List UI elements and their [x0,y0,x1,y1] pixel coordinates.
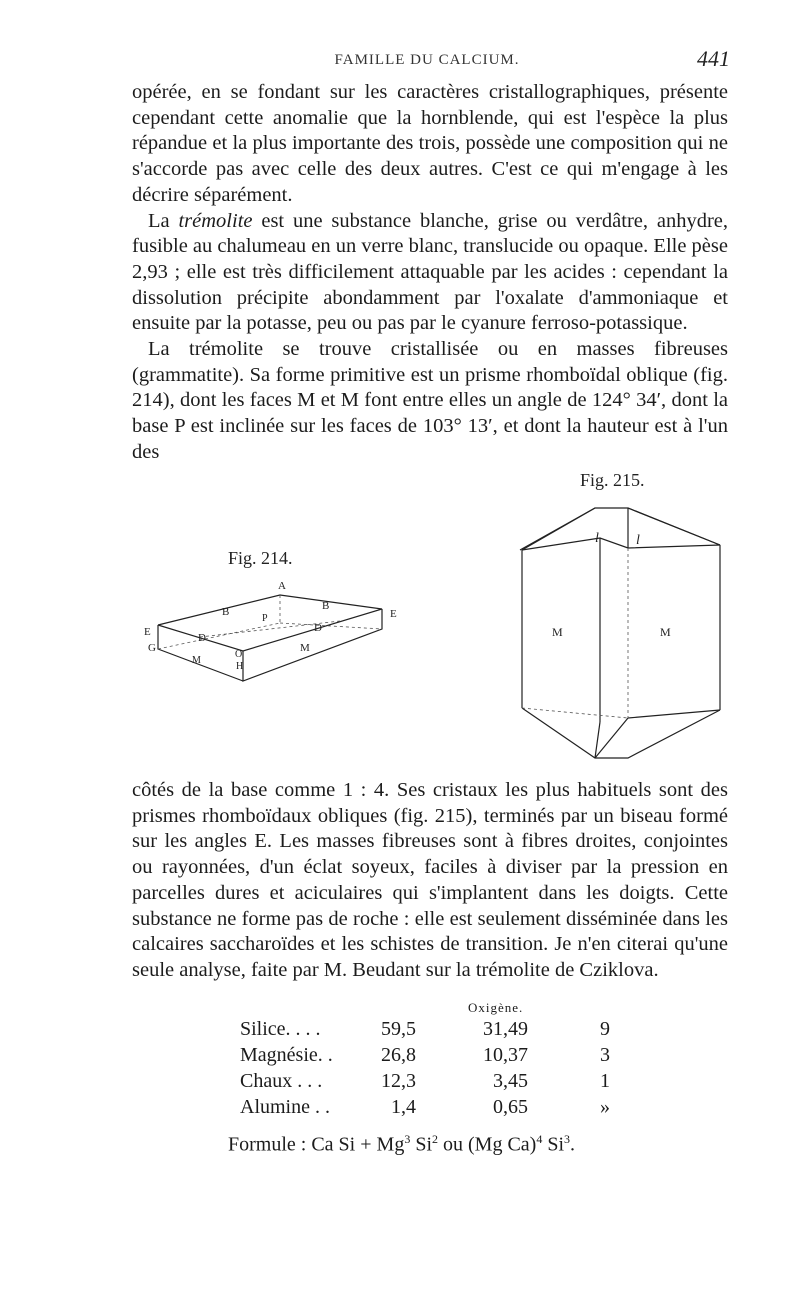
component-name: Alumine . . [240,1096,330,1118]
running-head [132,46,730,76]
formula-end: . [570,1133,576,1156]
fig-215-diagram [510,500,730,772]
running-title: FAMILLE DU CALCIUM. [334,52,520,68]
formula-term-2-si: Si [415,1133,433,1156]
formula-term-2-si-exp: 2 [432,1132,439,1146]
paragraph-3: La trémolite se trouve cristallisée ou en masses fibreuses (grammatite). Sa forme primitive est un prisme rhomboïdal oblique (fig. 214), dont les faces M et M font entre elles un angle de 124° 34′, dont la base P est inclinée sur les faces de 103° 13′, et dont la hauteur est à l'un des [132,338,728,463]
fig214-letter-H: H [236,661,244,672]
paragraph-2 [132,209,728,338]
component-name: Chaux . . . [240,1070,323,1092]
table-row [240,1018,640,1043]
paragraph-4: côtés de la base comme 1 : 4. Ses cristaux les plus habituels sont des prismes rhomboïdaux obliques (fig. 215), terminés par un biseau formé sur les angles E. Les masses fibreuses sont à fibres droites, conjointes ou rayonnées, d'un éclat soyeux, faciles à diviser par la pression en parcelles dures et aciculaires qui s'implantent dans les doigts. Cette substance ne forme pas de roche : elle est seulement disséminée dans les calcaires saccharoïdes et les schistes de transition. Je n'en citerai qu'une seule analyse, faite par M. Beudant sur la trémolite de Cziklova. [132,779,728,981]
fig-214-diagram [140,575,410,695]
component-name: Silice. . . . [240,1018,321,1040]
ratio-value: 3 [600,1044,610,1066]
oxygen-value: 10,37 [483,1044,528,1066]
page-number: 441 [697,46,730,71]
chemical-formula [228,1132,708,1157]
composition-value: 26,8 [381,1044,416,1066]
formula-term-3-base: (Mg Ca) [468,1133,537,1156]
fig214-letter-M2: M [300,642,310,654]
oxygen-value: 31,49 [483,1018,528,1040]
continuation-text [132,778,728,984]
component-name: Magnésie. . [240,1044,333,1066]
term-tremolite: trémolite [178,209,253,232]
oxygen-column-header: Oxigène. [468,1000,524,1015]
fig214-letter-O: O [235,649,243,660]
fig214-letter-B1: B [222,606,230,618]
formula-prefix: Formule : [228,1133,307,1156]
formula-ou: ou [443,1133,464,1156]
fig215-letter-l1: l [595,531,599,546]
formula-term-3-si: Si [547,1133,565,1156]
formula-term-2-exp: 3 [404,1132,411,1146]
formula-term-3-exp: 4 [536,1132,543,1146]
fig214-letter-D1: D [198,632,206,644]
analysis-table [240,1000,640,1120]
paragraph-1: opérée, en se fondant sur les caractères cristallographiques, présente cependant cette anomalie que la hornblende, qui est l'espèce la plus répandue et la plus importante des trois, possède une composition qui ne s'accorde pas avec celle des deux autres. C'est ce qui m'engage à les décrire séparément. [132,81,728,206]
fig-214-label: Fig. 214. [228,548,293,568]
formula-term-2-base: Mg [376,1133,405,1156]
fig214-letter-M1: M [192,655,201,666]
fig214-letter-E-left: E [144,626,151,638]
fig214-letter-D2: D [314,622,322,634]
para2-post: est une substance blanche, grise ou verdâtre, anhydre, fusible au chalumeau en un verre blanc, translucide ou opaque. Elle pèse 2,93 ; elle est très difficilement attaquable par les acides : cependant la dissolution précipite abondamment par l'oxalate d'ammoniaque et ensuite par la potasse, peu ou pas par le cyanure ferroso-potassique. [132,209,728,335]
table-row [240,1096,640,1121]
composition-value: 12,3 [381,1070,416,1092]
formula-plus: + [360,1133,372,1156]
formula-term-1: Ca Si [311,1133,356,1156]
table-row [240,1070,640,1095]
table-row [240,1044,640,1069]
composition-value: 1,4 [391,1096,416,1118]
composition-value: 59,5 [381,1018,416,1040]
fig215-letter-M-right: M [660,625,671,639]
fig214-letter-B2: B [322,600,330,612]
para2-pre: La [148,209,179,232]
fig214-letter-E-right: E [390,608,397,620]
ratio-value: » [600,1096,610,1118]
fig214-letter-P: P [262,613,268,624]
fig215-letter-l2: l [636,533,640,548]
intro-text [132,80,728,466]
ratio-value: 1 [600,1070,610,1092]
oxygen-value: 3,45 [493,1070,528,1092]
formula-term-3-si-exp: 3 [564,1132,571,1146]
fig214-letter-G: G [148,642,156,654]
fig-215-label: Fig. 215. [580,470,645,490]
ratio-value: 9 [600,1018,610,1040]
oxygen-value: 0,65 [493,1096,528,1118]
fig214-letter-A: A [278,580,286,592]
fig215-letter-M-left: M [552,625,563,639]
